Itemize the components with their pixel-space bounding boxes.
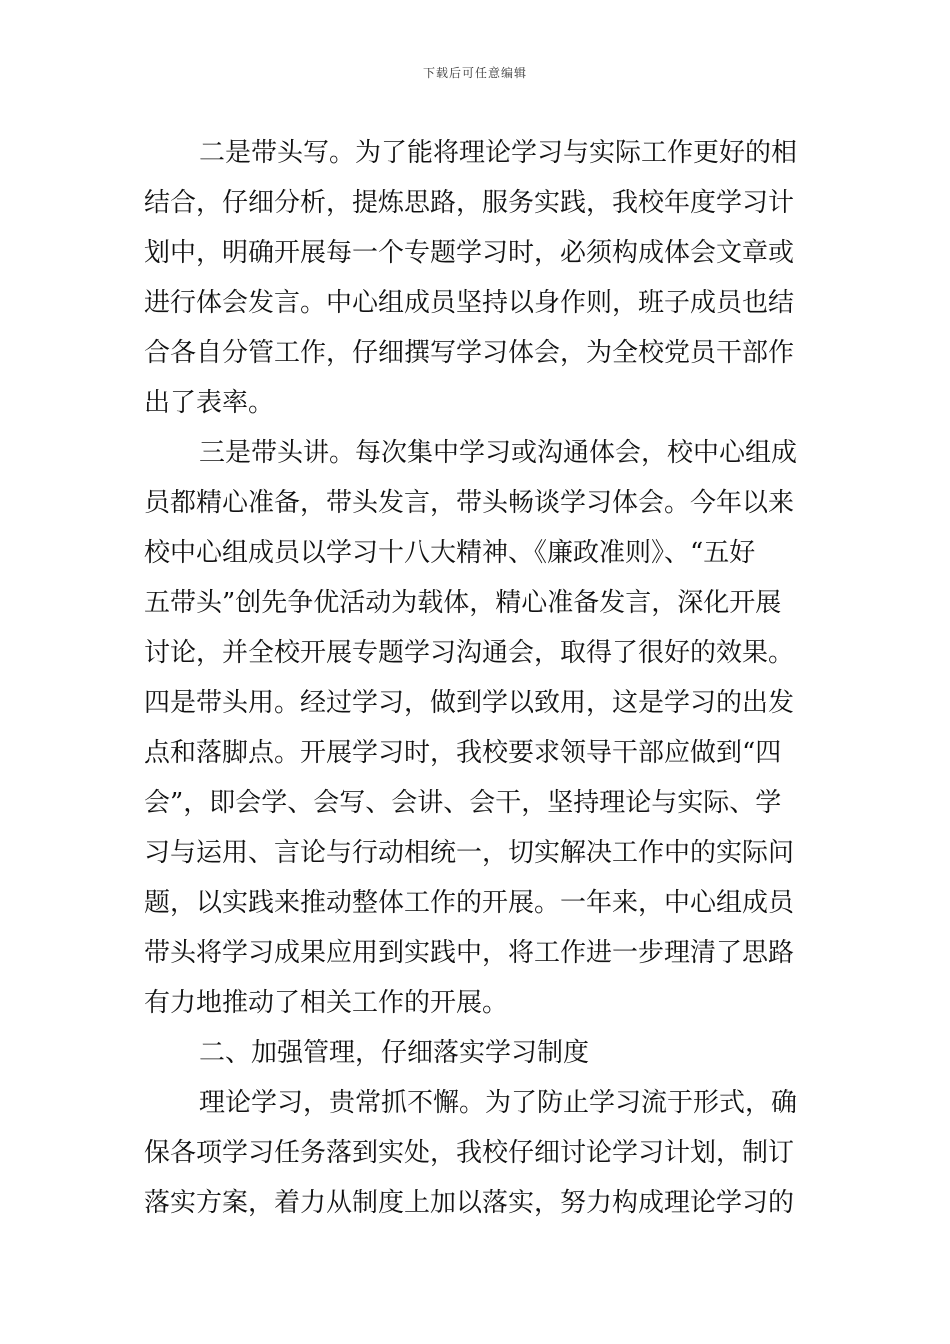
- text-line: 保各项学习任务落到实处，我校仔细讨论学习计划，制订: [144, 1138, 795, 1168]
- text-line: 五带头”创先争优活动为载体，精心准备发言，深化开展: [144, 588, 782, 618]
- text-line: 会”，即会学、会写、会讲、会干，坚持理论与实际、学: [144, 788, 782, 818]
- text-line: 结合，仔细分析，提炼思路，服务实践，我校年度学习计: [144, 188, 795, 218]
- document-body: [144, 128, 806, 1228]
- text-line: 点和落脚点。开展学习时，我校要求领导干部应做到“四: [144, 738, 782, 768]
- text-line: 出了表率。: [144, 388, 275, 418]
- text-line: 带头将学习成果应用到实践中，将工作进一步理清了思路: [144, 938, 795, 968]
- text-line: 题，以实践来推动整体工作的开展。一年来，中心组成员: [144, 888, 795, 918]
- text-line: 进行体会发言。中心组成员坚持以身作则，班子成员也结: [144, 288, 795, 318]
- text-line: 校中心组成员以学习十八大精神、《廉政准则》、“五好: [144, 538, 756, 568]
- text-line: 划中，明确开展每一个专题学习时，必须构成体会文章或: [144, 238, 795, 268]
- text-line: 习与运用、言论与行动相统一，切实解决工作中的实际问: [144, 838, 795, 868]
- text-line: 讨论，并全校开展专题学习沟通会，取得了很好的效果。: [144, 638, 795, 668]
- text-line: 四是带头用。经过学习，做到学以致用，这是学习的出发: [144, 688, 795, 718]
- text-line: 三是带头讲。每次集中学习或沟通体会，校中心组成: [199, 438, 798, 468]
- text-line: 员都精心准备，带头发言，带头畅谈学习体会。今年以来: [144, 488, 795, 518]
- page-header: 下载后可任意编辑: [422, 66, 527, 80]
- text-line: 二、加强管理，仔细落实学习制度: [199, 1038, 590, 1068]
- text-line: 有力地推动了相关工作的开展。: [144, 988, 509, 1018]
- text-line: 落实方案，着力从制度上加以落实，努力构成理论学习的: [144, 1188, 795, 1218]
- text-line: 理论学习，贵常抓不懈。为了防止学习流于形式，确: [199, 1088, 798, 1118]
- text-line: 合各自分管工作，仔细撰写学习体会，为全校党员干部作: [144, 338, 795, 368]
- text-line: 二是带头写。为了能将理论学习与实际工作更好的相: [199, 138, 798, 168]
